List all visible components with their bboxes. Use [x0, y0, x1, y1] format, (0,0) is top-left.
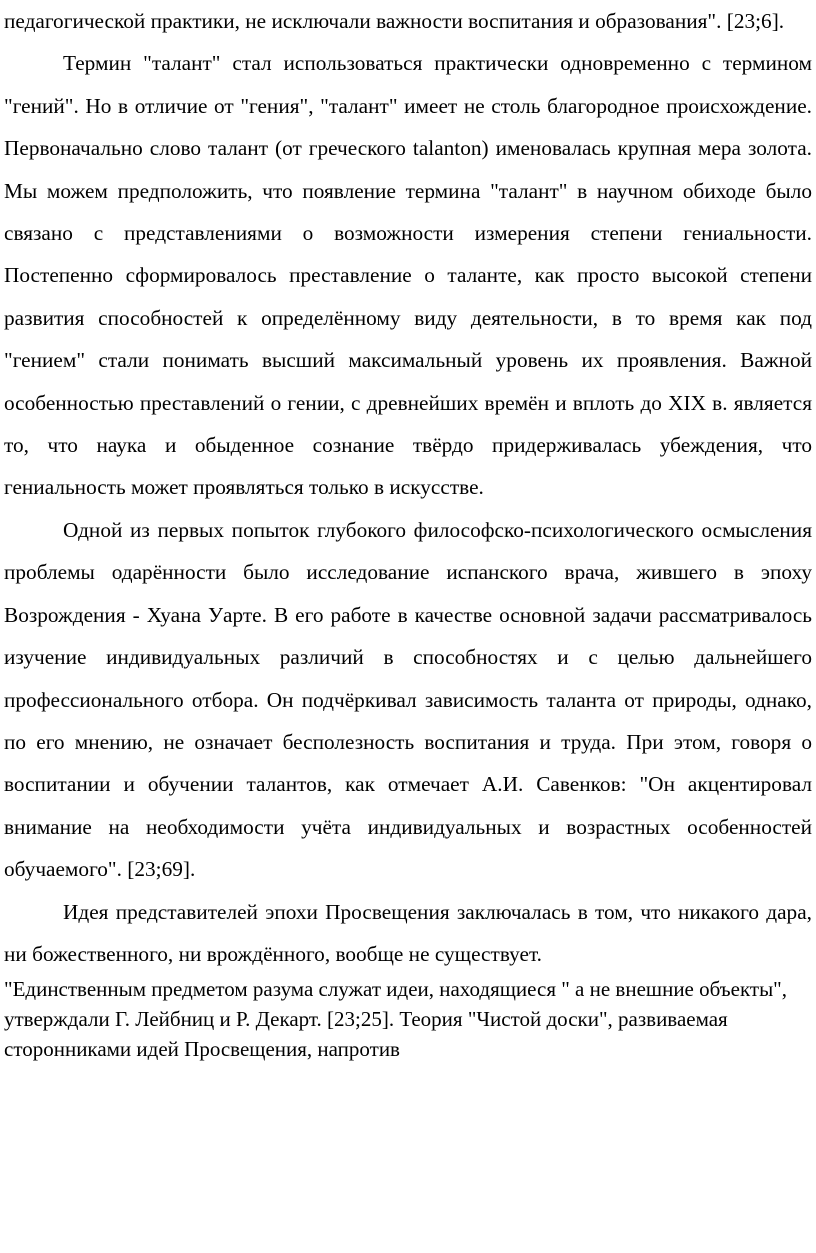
- document-body: [4, 0, 812, 975]
- paragraph-leibniz-descartes: "Единственным предметом разума служат идеи, находящиеся " а не внешние объекты", утверждали Г. Лейбниц и Р. Декарт. [23;25]. Теория "Чистой доски", развиваемая сторонниками идей Просвещения, напротив: [4, 977, 787, 1061]
- paragraph-talent-term: Термин "талант" стал использоваться практически одновременно с термином "гений". Но в отличие от "гения", "талант" имеет не столь благородное происхождение. Первоначально слово талант (от греческого talanton) именовалась крупная мера золота. Мы можем предположить, что появление термина "талант" в научном обиходе было связано с представлениями о возможности измерения степени гениальности. Постепенно сформировалось преставление о таланте, как просто высокой степени развития способностей к определённому виду деятельности, в то время как под "гением" стали понимать высший максимальный уровень их проявления. Важной особенностью преставлений о гении, с древнейших времён и вплоть до XIX в. является то, что наука и обыденное сознание твёрдо придерживалась убеждения, что гениальность может проявляться только в искусстве.: [4, 51, 812, 500]
- paragraph-enlightenment: Идея представителей эпохи Просвещения заключалась в том, что никакого дара, ни божественного, ни врождённого, вообще не существует.: [4, 899, 812, 966]
- paragraph-continuation: педагогической практики, не исключали важности воспитания и образования". [23;6].: [4, 9, 785, 33]
- paragraph-huarte: Одной из первых попыток глубокого философско-психологического осмысления проблемы одарённости было исследование испанского врача, жившего в эпоху Возрождения - Хуана Уарте. В его работе в качестве основной задачи рассматривалось изучение индивидуальных различий в способностях и с целью дальнейшего профессионального отбора. Он подчёркивал зависимость таланта от природы, однако, по его мнению, не означает бесполезность воспитания и труда. При этом, говоря о воспитании и обучении талантов, как отмечает А.И. Савенков: "Он акцентировал внимание на необходимости учёта индивидуальных и возрастных особенностей обучаемого". [23;69].: [4, 517, 812, 882]
